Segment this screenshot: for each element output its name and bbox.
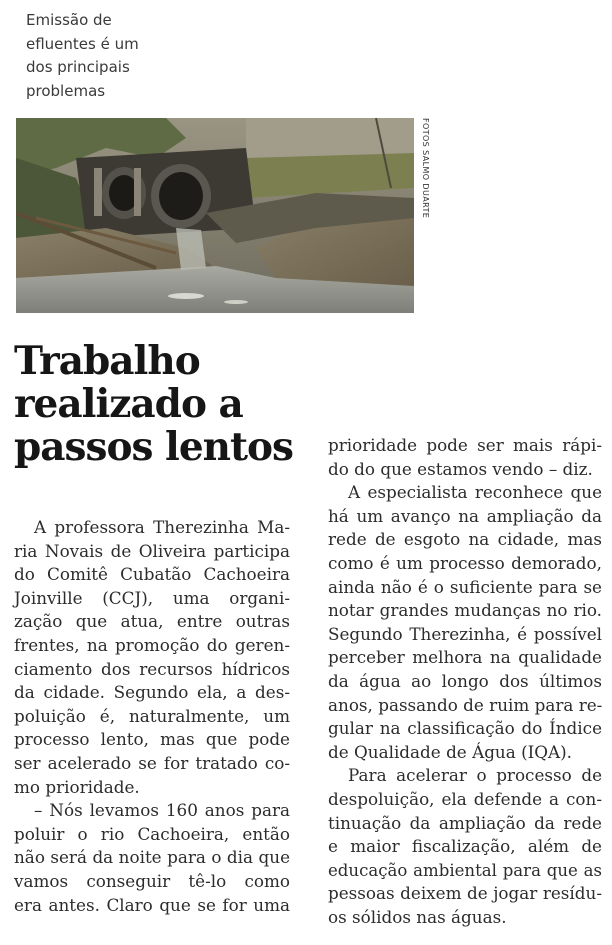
text-line: Joinville (CCJ), uma organi- xyxy=(14,587,290,608)
text-line: há um avanço na ampliação da xyxy=(328,505,602,526)
text-line: do do que estamos vendo – diz. xyxy=(328,458,593,479)
drainage-pipe-photo xyxy=(16,118,414,313)
drainage-pipe-photo-image xyxy=(16,118,414,313)
headline xyxy=(14,340,304,469)
text-line: mo prioridade. xyxy=(14,776,140,797)
text-line: da água ao longo dos últimos xyxy=(328,670,602,691)
text-line: Para acelerar o processo de xyxy=(348,765,602,786)
text-line: ciamento dos recursos hídricos xyxy=(14,658,290,679)
text-line: A especialista reconhece que xyxy=(348,482,602,503)
text-line: os sólidos nas águas. xyxy=(328,906,507,927)
text-line: pessoas deixem de jogar resídu- xyxy=(328,883,602,904)
text-line: prioridade pode ser mais rápi- xyxy=(328,435,602,455)
text-line: zação que atua, entre outras xyxy=(14,611,290,632)
text-line: educação ambiental para que as xyxy=(328,860,602,880)
headline-line: passos lentos xyxy=(14,424,293,470)
text-line: ainda não é o suficiente para se xyxy=(328,576,602,597)
photo-credit: FOTOS SALMO DUARTE xyxy=(421,118,430,219)
text-line: A professora Therezinha Ma- xyxy=(34,517,290,537)
text-line: anos, passando de ruim para re- xyxy=(328,694,603,715)
text-line: como é um processo demorado, xyxy=(328,552,602,573)
text-line: era antes. Claro que se for uma xyxy=(14,894,290,915)
text-line: notar grandes mudanças no rio. xyxy=(328,600,602,621)
caption-line: dos principais xyxy=(26,58,130,76)
article-column-2 xyxy=(328,434,602,929)
text-line: poluição é, naturalmente, um xyxy=(14,705,290,726)
text-line: despoluição, ela defende a con- xyxy=(328,788,602,809)
article-column-1 xyxy=(14,516,290,917)
headline-line: Trabalho xyxy=(14,338,200,384)
text-line: gular na classificação do Índice xyxy=(328,718,602,739)
text-line: ria Novais de Oliveira participa xyxy=(14,540,290,561)
caption-line: efluentes é um xyxy=(26,34,139,53)
text-line: ser acelerado se for tratado co- xyxy=(14,752,290,773)
text-line: Segundo Therezinha, é possível xyxy=(328,623,602,644)
caption-line: Emissão de xyxy=(26,11,112,29)
text-line: rede de esgoto na cidade, mas xyxy=(328,529,602,550)
text-line: processo lento, mas que pode xyxy=(14,729,290,750)
text-line: perceber melhora na qualidade xyxy=(328,647,602,668)
text-line: da cidade. Segundo ela, a des- xyxy=(14,682,290,703)
text-line: do Comitê Cubatão Cachoeira xyxy=(14,564,290,585)
text-line: de Qualidade de Água (IQA). xyxy=(328,741,573,762)
caption-line: problemas xyxy=(26,81,106,100)
text-line: – Nós levamos 160 anos para xyxy=(34,800,290,821)
text-line: e maior fiscalização, além de xyxy=(328,836,602,857)
text-line: vamos conseguir tê-lo como xyxy=(14,870,290,891)
photo-caption xyxy=(26,9,166,103)
text-line: poluir o rio Cachoeira, então xyxy=(14,823,290,844)
text-line: tinuação da ampliação da rede xyxy=(328,812,602,833)
text-line: frentes, na promoção do geren- xyxy=(14,634,290,655)
text-line: não será da noite para o dia que xyxy=(14,847,290,868)
headline-line: realizado a xyxy=(14,381,243,427)
